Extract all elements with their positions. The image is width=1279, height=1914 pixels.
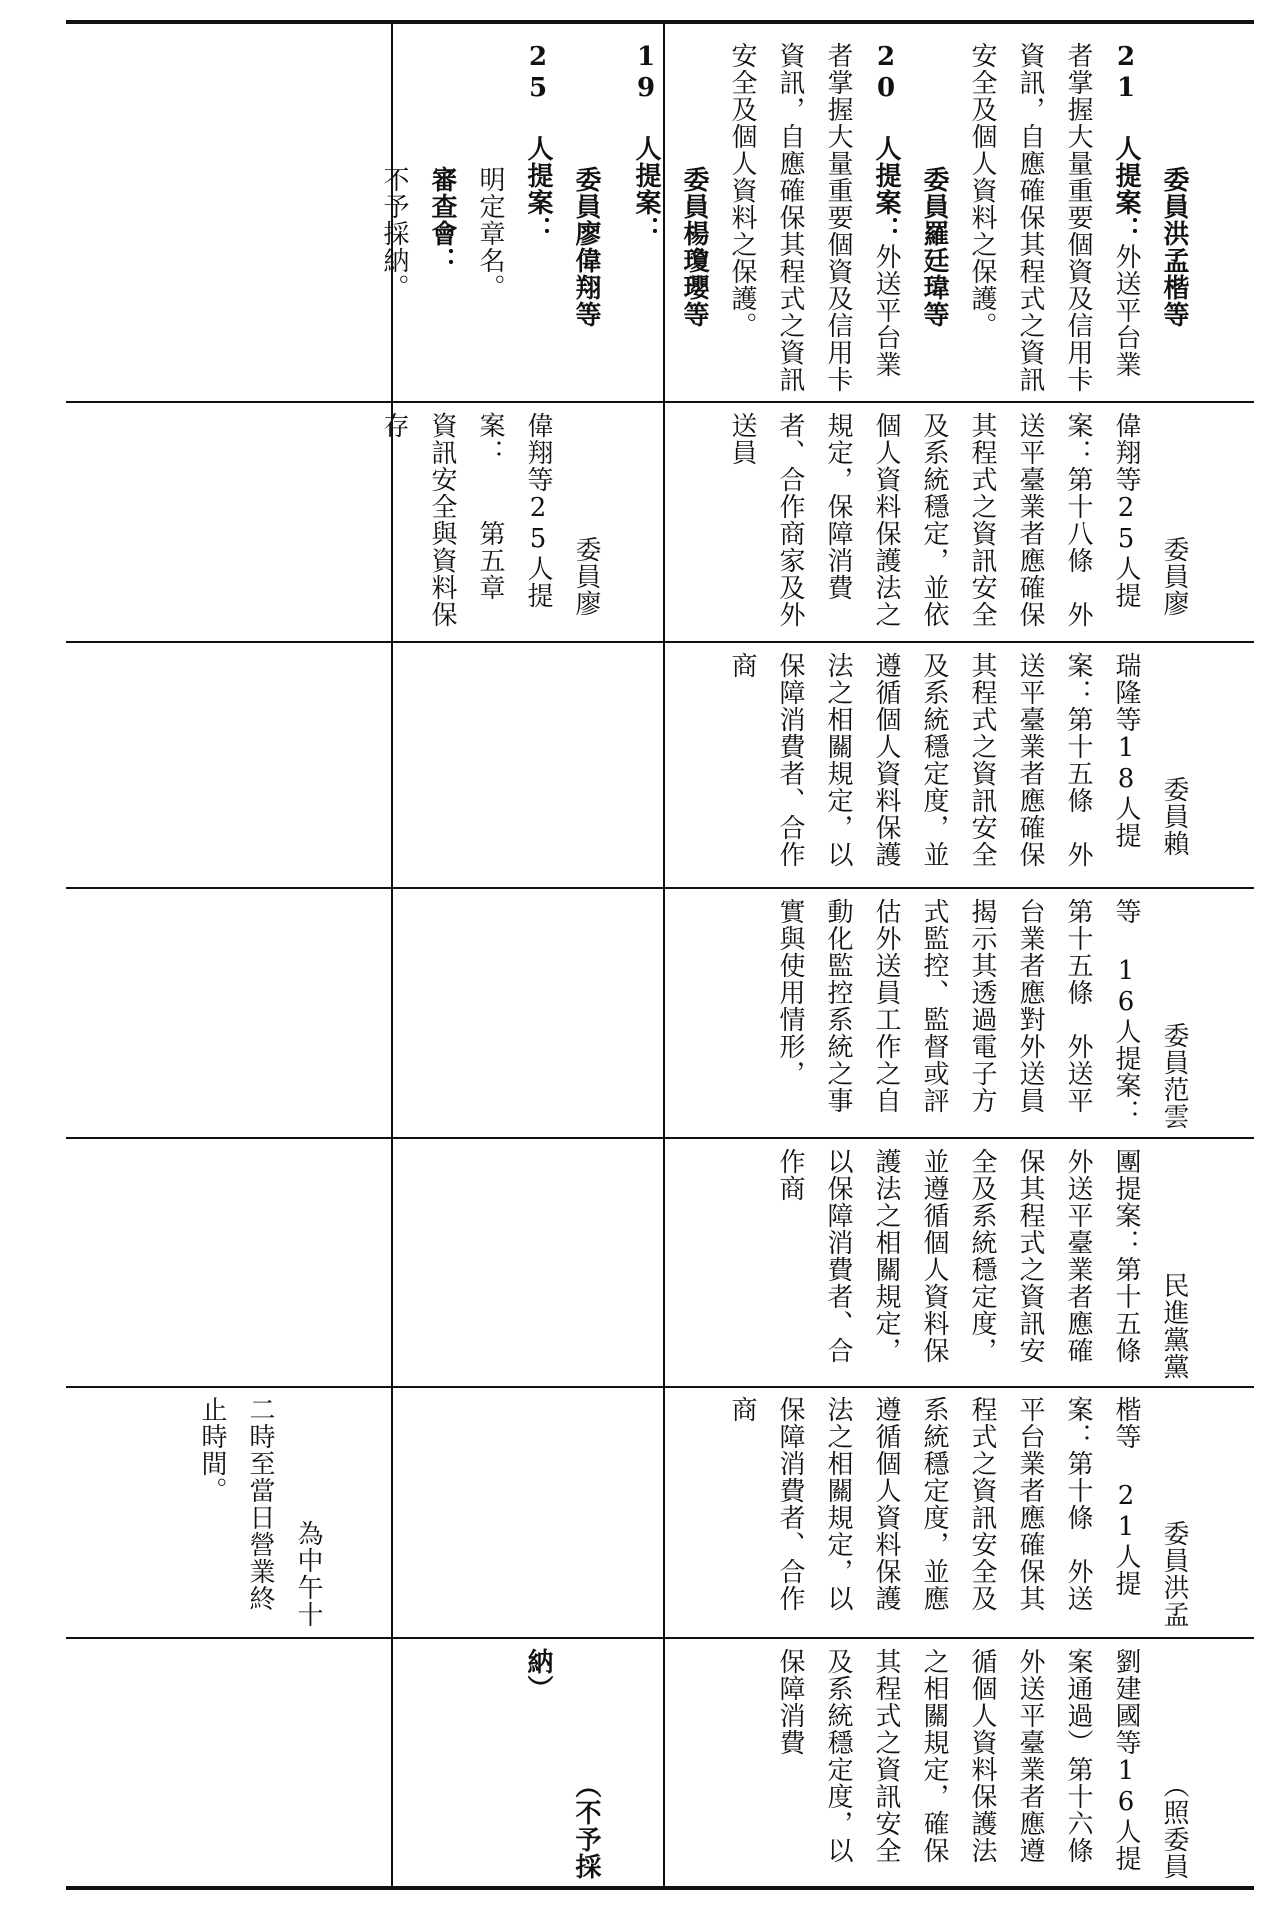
adopted-text-cell xyxy=(678,1648,1246,1891)
review-result: 不予採納。 xyxy=(379,166,409,301)
row-divider xyxy=(66,1137,1254,1139)
chapter-title-cell xyxy=(379,412,658,634)
proposal-title: 委員洪孟楷等 21 人提案： xyxy=(1111,42,1189,359)
article-proposal-cell xyxy=(678,1396,1246,1630)
explanation-column xyxy=(631,42,1246,394)
table-top-border xyxy=(66,20,1254,24)
proposal-title: 委員楊瓊瓔等 19 人提案： xyxy=(631,42,709,359)
proposal-text: 委員廖偉翔等25人提案：第十八條 外送平臺業者應確保其程式之資訊安全及系統穩定，並依個人資料保護法之規定，保障消費者、合作商家及外送員 xyxy=(727,412,1189,628)
chapter-proposal-cell xyxy=(379,42,658,394)
row-divider xyxy=(66,1386,1254,1388)
proposal-text: 委員賴瑞隆等18人提案：第十五條 外送平臺業者應確保其程式之資訊安全及系統穩定度，並遵循個人資料保護法之相關規定，以保障消費者、合作商 xyxy=(727,652,1189,868)
row-divider xyxy=(66,887,1254,889)
row-divider xyxy=(66,641,1254,643)
proposal-text: 委員范雲等 16人提案：第十五條 外送平台業者應對外送員揭示其透過電子方式監控、監督或評估外送員工作之自動化監控系統之事實與使用情形， xyxy=(775,898,1189,1130)
article-proposal-cell xyxy=(678,1148,1246,1391)
proposal-text: 委員洪孟楷等 21人提案：第十條 外送平台業者應確保其程式之資訊安全及系統穩定度，並應遵循個人資料保護法之相關規定，以保障消費者、合作商 xyxy=(727,1396,1189,1628)
article-proposal-cell xyxy=(678,898,1246,1130)
review-label: 審查會： xyxy=(427,166,457,274)
proposal-reason: 外送平台業者掌握大量重要個資及信用卡資訊，自應確保其程式之資訊安全及個人資料之保護。 xyxy=(727,42,901,393)
current-law-text: 為中午十二時至當日營業終止時間。 xyxy=(197,1396,323,1628)
proposal-text: 民進黨黨團提案：第十五條 外送平臺業者應確保其程式之資訊安全及系統穩定度，並遵循個人資料保護法之相關規定，以保障消費者、合作商 xyxy=(775,1148,1189,1391)
review-decision-cell xyxy=(404,1648,658,1880)
proposal-reason: 外送平台業者掌握大量重要個資及信用卡資訊，自應確保其程式之資訊安全及個人資料之保護。 xyxy=(967,42,1141,393)
adopted-text: （照委員劉建國等16人提案通過）第十六條 外送平臺業者應遵循個人資料保護法之相關規定，確保其程式之資訊安全及系統穩定度，以保障消費 xyxy=(775,1648,1189,1891)
proposal-title: 委員羅廷瑋等 20 人提案： xyxy=(871,42,949,359)
article-proposal-cell xyxy=(678,412,1246,634)
row-divider xyxy=(66,1637,1254,1639)
row-divider xyxy=(66,401,1254,403)
article-proposal-cell xyxy=(678,652,1246,880)
proposal-text: 明定章名。 xyxy=(475,166,505,301)
proposal-text: 委員廖偉翔等25人提案： 第五章 資訊安全與資料保存 xyxy=(379,412,601,628)
proposal-title: 委員廖偉翔等 25 人提案： xyxy=(523,42,601,359)
column-divider xyxy=(391,22,393,1888)
review-decision: （不予採納） xyxy=(523,1648,601,1880)
column-divider xyxy=(663,22,665,1888)
current-law-cell xyxy=(80,1396,380,1630)
